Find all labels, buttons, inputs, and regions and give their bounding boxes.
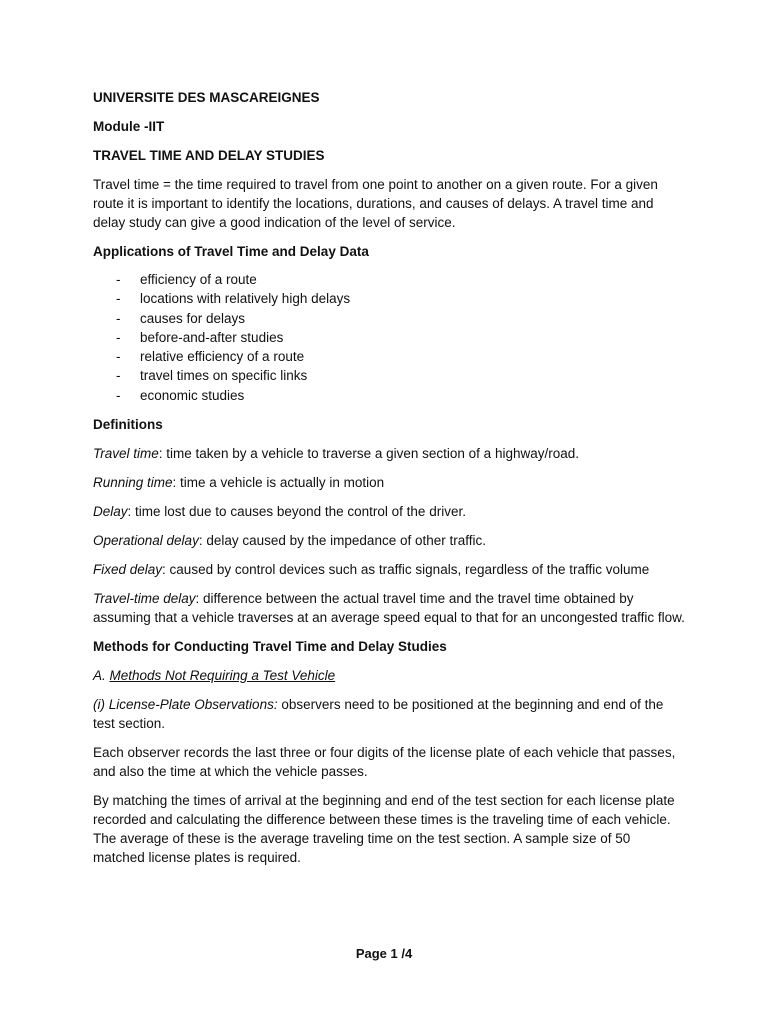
applications-heading: Applications of Travel Time and Delay Data xyxy=(93,244,369,259)
observer-paragraph: Each observer records the last three or four digits of the license plate of each vehicle that passes, and also the time at which the vehicle passes. xyxy=(93,745,676,780)
definition-operational-delay xyxy=(93,531,685,550)
definition-term: Travel time xyxy=(93,446,159,462)
dash-bullet-icon: - xyxy=(116,387,121,403)
module-code: Module -IIT xyxy=(93,119,165,134)
definition-text: : time a vehicle is actually in motion xyxy=(172,475,385,491)
document-body xyxy=(93,88,685,877)
list-item: - relative efficiency of a route xyxy=(93,347,685,366)
methods-heading: Methods for Conducting Travel Time and Delay Studies xyxy=(93,639,447,655)
intro-paragraph: Travel time = the time required to travel from one point to another on a given route. For a given route it is important to identify the locations, durations, and causes of delays. A travel time and delay study can give a good indication of the level of service. xyxy=(93,177,658,230)
section-a-title: Methods Not Requiring a Test Vehicle xyxy=(109,668,336,684)
definition-text: : time taken by a vehicle to traverse a given section of a highway/road. xyxy=(158,446,579,462)
definition-term: Delay xyxy=(93,504,128,520)
document-title: TRAVEL TIME AND DELAY STUDIES xyxy=(93,148,325,163)
definition-travel-time xyxy=(93,444,685,463)
dash-bullet-icon: - xyxy=(116,291,121,307)
definition-travel-time-delay xyxy=(93,589,685,627)
license-plate-term: (i) License-Plate Observations: xyxy=(93,697,278,713)
applications-list xyxy=(93,270,685,405)
list-item: - causes for delays xyxy=(93,309,685,328)
page-number: Page 1 /4 xyxy=(355,946,413,961)
definition-term: Travel-time delay xyxy=(93,591,196,607)
list-item: - travel times on specific links xyxy=(93,366,685,385)
license-plate-paragraph xyxy=(93,695,685,733)
dash-bullet-icon: - xyxy=(116,310,121,326)
definition-text: : time lost due to causes beyond the control of the driver. xyxy=(127,504,466,520)
section-a-heading xyxy=(93,666,685,685)
definition-term: Fixed delay xyxy=(93,562,163,578)
list-item: - locations with relatively high delays xyxy=(93,289,685,308)
definitions-heading: Definitions xyxy=(93,417,163,433)
definition-term: Running time xyxy=(93,475,173,491)
matching-paragraph: By matching the times of arrival at the beginning and end of the test section for each license plate recorded and calculating the difference between these times is the traveling time of each vehicle. The average of these is the average traveling time on the test section. A sample size of 50 matched license plates is required. xyxy=(93,793,675,866)
list-item: - before-and-after studies xyxy=(93,328,685,347)
definition-text: : delay caused by the impedance of other traffic. xyxy=(198,533,486,549)
definition-delay xyxy=(93,502,685,521)
definition-term: Operational delay xyxy=(93,533,199,549)
definition-fixed-delay xyxy=(93,560,685,579)
definition-text: : caused by control devices such as traffic signals, regardless of the traffic volume xyxy=(162,562,650,578)
definition-text: : difference between the actual travel time and the travel time obtained by assuming that a vehicle traverses at an average speed equal to that for an uncongested traffic flow. xyxy=(93,591,685,626)
section-a-prefix: A. xyxy=(93,668,110,684)
dash-bullet-icon: - xyxy=(116,368,121,384)
dash-bullet-icon: - xyxy=(116,272,121,287)
dash-bullet-icon: - xyxy=(116,349,121,365)
dash-bullet-icon: - xyxy=(116,329,121,345)
definition-running-time xyxy=(93,473,685,492)
list-item: - economic studies xyxy=(93,386,685,405)
list-item: - efficiency of a route xyxy=(93,270,685,289)
university-name: UNIVERSITE DES MASCAREIGNES xyxy=(93,90,320,105)
license-plate-text: observers need to be positioned at the beginning and end of the test section. xyxy=(93,697,664,732)
